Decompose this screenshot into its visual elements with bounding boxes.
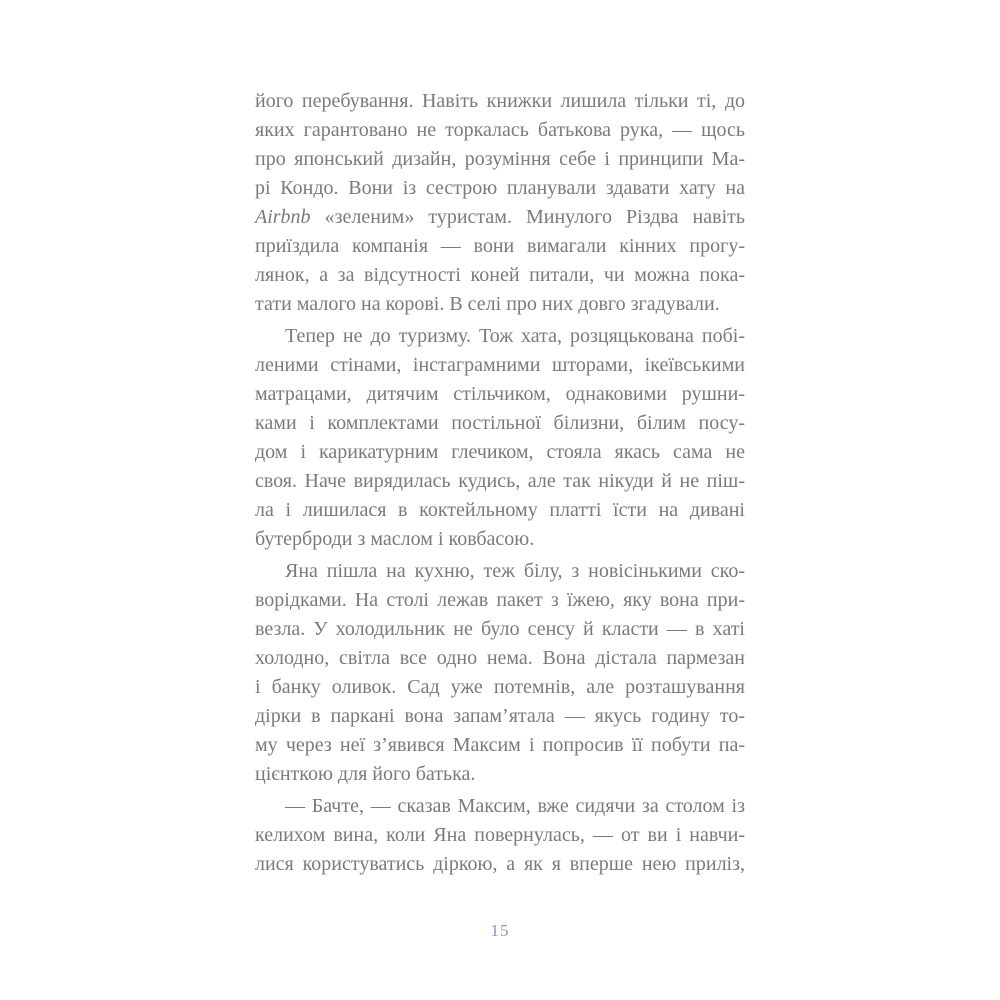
paragraph (255, 87, 745, 319)
text-line: ками і комплектами постільної білизни, білим посу- (255, 412, 745, 434)
text-line: Airbnb «зеленим» туристам. Минулого Різдва навіть (255, 206, 745, 228)
paragraph (255, 322, 745, 554)
text-line: дом і карикатурним глечиком, стояла якась сама не (255, 441, 745, 463)
text-line: ворідками. На столі лежав пакет з їжею, яку вона при- (255, 589, 745, 611)
text-line: — Бачте, — сказав Максим, вже сидячи за столом із (285, 795, 745, 817)
text-line: тати малого на корові. В селі про них довго згадували. (255, 293, 720, 315)
text-line: про японський дизайн, розуміння себе і принципи Ма- (255, 148, 745, 170)
text-line: і банку оливок. Сад уже потемнів, але розташування (255, 676, 745, 698)
text-line: його перебування. Навіть книжки лишила тільки ті, до (255, 90, 745, 112)
page-text (255, 87, 745, 879)
text-line: цієнткою для його батька. (255, 763, 476, 785)
text-line: бутерброди з маслом і ковбасою. (255, 528, 535, 550)
text-line: леними стінами, інстаграмними шторами, ікеївськими (255, 354, 745, 376)
paragraph (255, 792, 745, 879)
text-line: своя. Наче вирядилась кудись, але так нікуди й не піш- (255, 470, 745, 492)
text-line: рі Кондо. Вони із сестрою планували здавати хату на (255, 177, 745, 199)
text-line: холодно, світла все одно нема. Вона дістала пармезан (255, 647, 745, 669)
text-line: лянок, а за відсутності коней питали, чи можна пока- (255, 264, 745, 286)
text-line: дірки в паркані вона запам’ятала — якусь годину то- (255, 705, 745, 727)
text-line: везла. У холодильник не було сенсу й класти — в хаті (255, 618, 745, 640)
text-line: ла і лишилася в коктейльному платті їсти на дивані (255, 499, 745, 521)
paragraph (255, 557, 745, 789)
page-number: 15 (490, 921, 510, 940)
text-line: Тепер не до туризму. Тож хата, розцяцькована побі- (285, 325, 745, 347)
text-line: лися користуватись діркою, а як я вперше нею приліз, (255, 853, 745, 875)
text-line: му через неї з’явився Максим і попросив її побути па- (255, 734, 745, 756)
text-line: приїздила компанія — вони вимагали кінних прогу- (255, 235, 745, 257)
text-line: яких гарантовано не торкалась батькова рука, — щось (255, 119, 745, 141)
text-line: матрацами, дитячим стільчиком, однаковими рушни- (255, 383, 745, 405)
text-line: Яна пішла на кухню, теж білу, з новісінькими ско- (285, 560, 745, 582)
text-line: келихом вина, коли Яна повернулась, — от ви і навчи- (255, 824, 745, 846)
